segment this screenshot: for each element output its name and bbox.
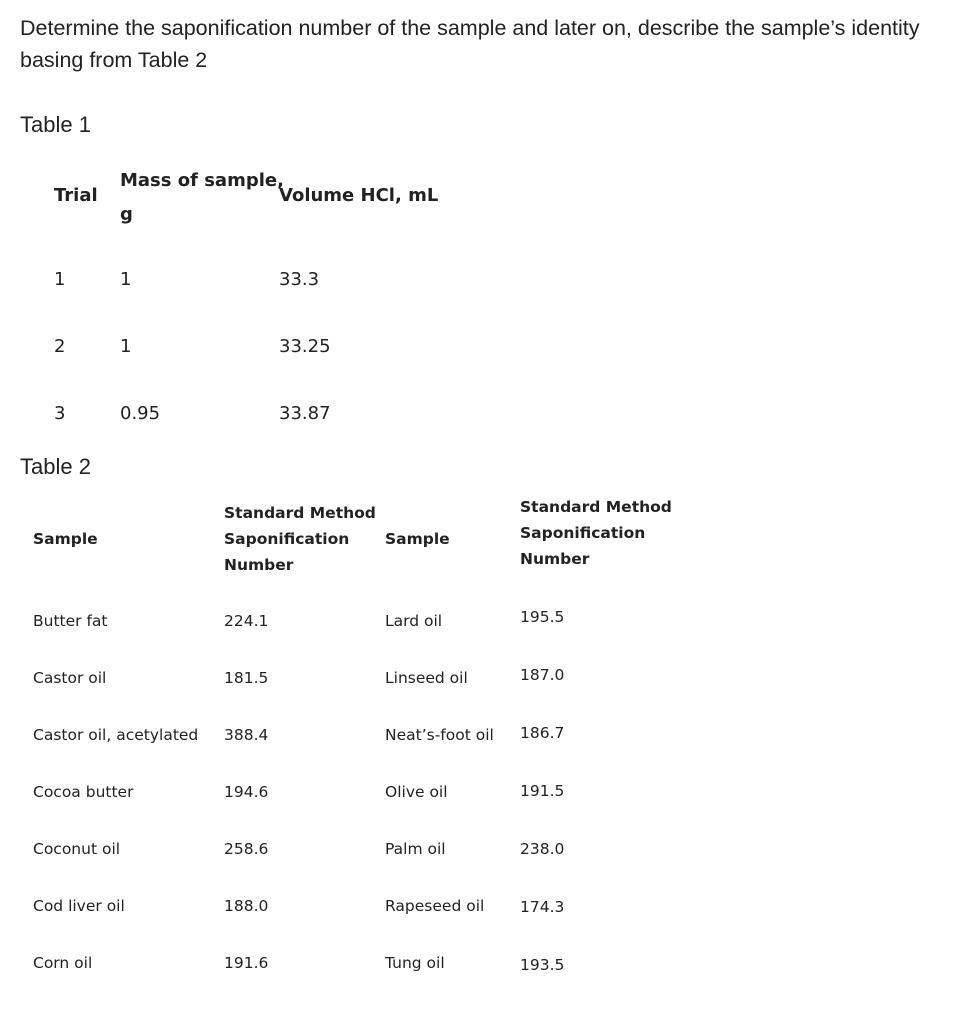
- table2-cell-right-value: 193.5: [520, 956, 565, 974]
- table1-header-volume: Volume HCl, mL: [279, 185, 439, 206]
- table2-header-sample-left: Sample: [33, 530, 98, 548]
- table2-header-sample-right: Sample: [385, 530, 450, 548]
- table2-cell-right-sample: Rapeseed oil: [385, 897, 485, 915]
- table2-cell-left-sample: Castor oil: [33, 669, 107, 687]
- table1-cell-mass: 0.95: [120, 403, 161, 424]
- table1-title: Table 1: [20, 112, 91, 137]
- question-text: Determine the saponification number of the sample and later on, describe the sample’s identity basing from Table 2: [20, 16, 920, 72]
- table1-cell-volume: 33.3: [279, 269, 320, 290]
- table2-cell-left-value: 181.5: [224, 669, 269, 687]
- table2-cell-left-value: 194.6: [224, 783, 269, 801]
- table1-header-trial: Trial: [54, 185, 98, 206]
- table2-title: Table 2: [20, 454, 91, 479]
- table1-cell-trial: 2: [54, 336, 66, 357]
- table1-cell-mass: 1: [120, 269, 132, 290]
- table1-header-mass-line1: Mass of sample,: [120, 170, 284, 191]
- table1-cell-volume: 33.87: [279, 403, 331, 424]
- table2-cell-right-sample: Linseed oil: [385, 669, 468, 687]
- table2-cell-right-value: 186.7: [520, 724, 565, 742]
- table2-cell-left-value: 188.0: [224, 897, 269, 915]
- table1-cell-volume: 33.25: [279, 336, 331, 357]
- table2-cell-right-value: 187.0: [520, 666, 565, 684]
- table2-cell-right-value: 174.3: [520, 898, 565, 916]
- table2-cell-right-sample: Lard oil: [385, 612, 443, 630]
- table2-header-sap-right-line1: Standard Method: [520, 498, 672, 516]
- table2-cell-left-value: 191.6: [224, 954, 269, 972]
- table2-cell-right-value: 191.5: [520, 782, 565, 800]
- table2-cell-left-sample: Castor oil, acetylated: [33, 726, 199, 744]
- table2-cell-left-sample: Cocoa butter: [33, 783, 134, 801]
- table2-cell-left-value: 258.6: [224, 840, 269, 858]
- table2-cell-right-sample: Neat’s-foot oil: [385, 726, 494, 744]
- table2-cell-left-sample: Coconut oil: [33, 840, 121, 858]
- table1-cell-mass: 1: [120, 336, 132, 357]
- table2-cell-left-sample: Corn oil: [33, 954, 93, 972]
- table2-cell-right-value: 195.5: [520, 608, 565, 626]
- table2-cell-right-sample: Tung oil: [385, 954, 445, 972]
- table1-cell-trial: 3: [54, 403, 66, 424]
- table1-cell-trial: 1: [54, 269, 66, 290]
- table2-cell-left-value: 224.1: [224, 612, 269, 630]
- table2-header-sap-left-line2: Saponification: [224, 530, 350, 548]
- table2-cell-left-sample: Butter fat: [33, 612, 108, 630]
- table2-cell-right-sample: Olive oil: [385, 783, 448, 801]
- table2-header-sap-right-line2: Saponification: [520, 524, 646, 542]
- table2-cell-left-value: 388.4: [224, 726, 269, 744]
- table2-header-sap-left-line1: Standard Method: [224, 504, 376, 522]
- table2-cell-right-sample: Palm oil: [385, 840, 446, 858]
- table2-header-sap-left-line3: Number: [224, 556, 294, 574]
- table2-cell-right-value: 238.0: [520, 840, 565, 858]
- table1-header-mass-line2: g: [120, 204, 133, 225]
- table2-cell-left-sample: Cod liver oil: [33, 897, 125, 915]
- table2-header-sap-right-line3: Number: [520, 550, 590, 568]
